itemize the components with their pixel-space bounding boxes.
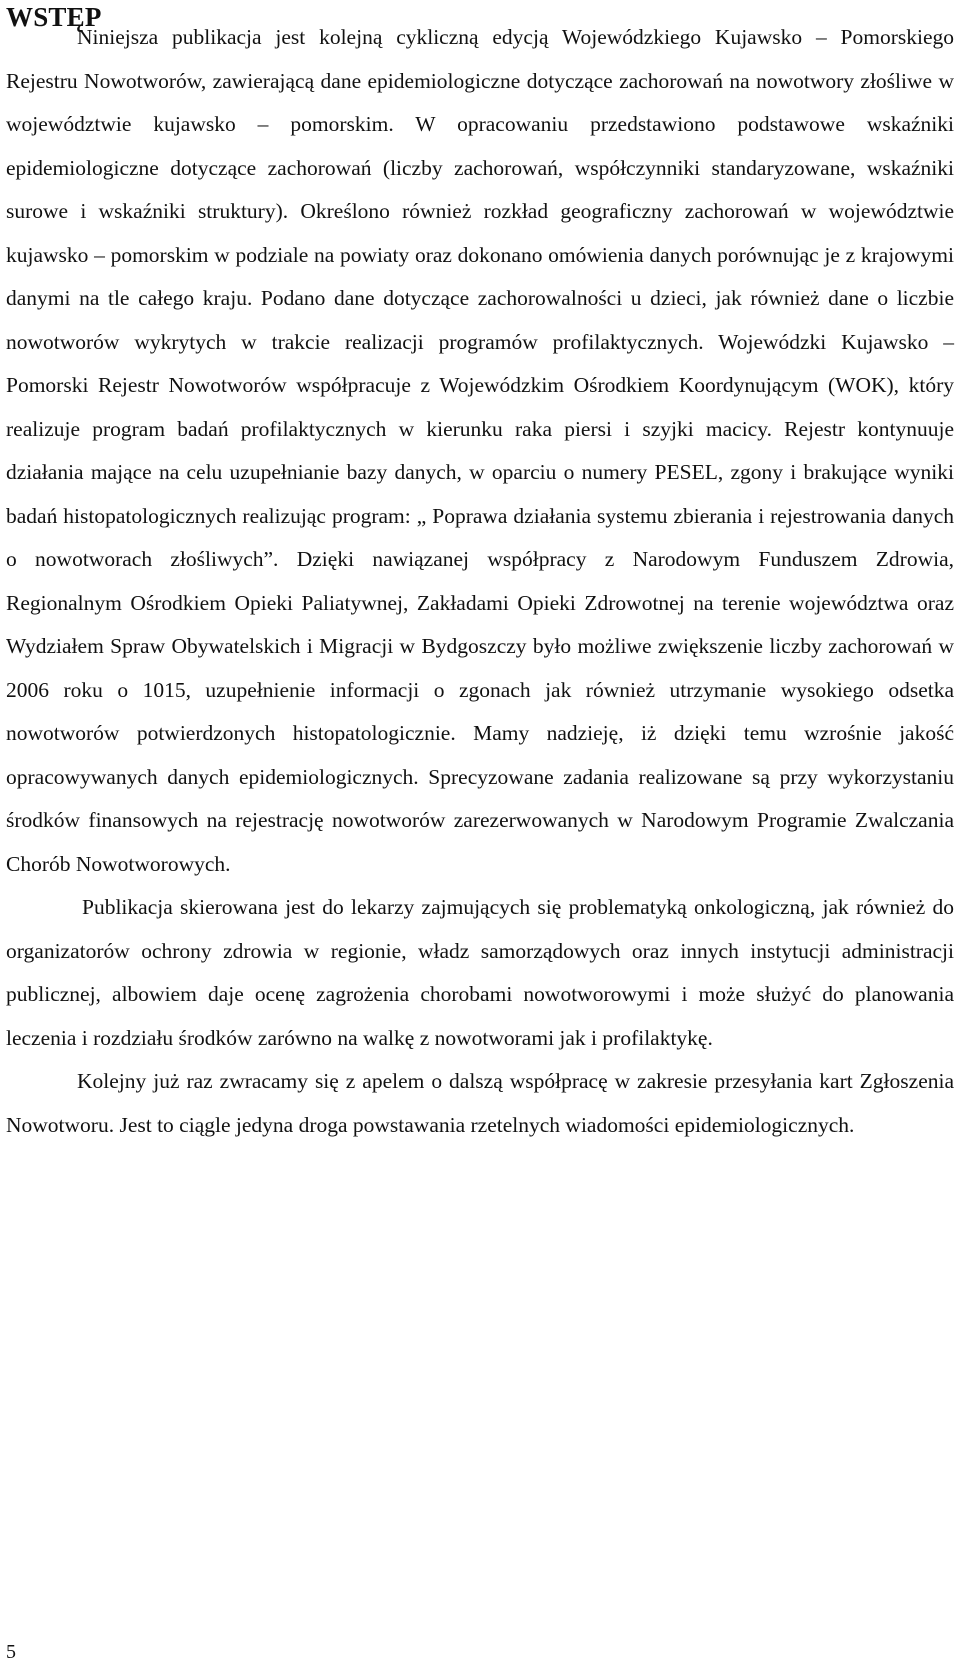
paragraph-appeal: Kolejny już raz zwracamy się z apelem o dalszą współpracę w zakresie przesyłania kart Zgłoszenia Nowotworu. Jest to ciągle jedyna droga powstawania rzetelnych wiadomości epidemiologicznych. [6,1069,954,1137]
paragraph-introduction: Niniejsza publikacja jest kolejną cykliczną edycją Wojewódzkiego Kujawsko – Pomorskiego Rejestru Nowotworów, zawierającą dane epidemiologiczne dotyczące zachorowań na nowotwory złośliwe w województwie kujawsko – pomorskim. W opracowaniu przedstawiono podstawowe wskaźniki epidemiologiczne dotyczące zachorowań (liczby zachorowań, współczynniki standaryzowane, wskaźniki surowe i wskaźniki struktury). Określono również rozkład geograficzny zachorowań w województwie kujawsko – pomorskim w podziale na powiaty oraz dokonano omówienia danych porównując je z krajowymi danymi na tle całego kraju. Podano dane dotyczące zachorowalności u dzieci, jak również dane o liczbie nowotworów wykrytych w trakcie realizacji programów profilaktycznych. Wojewódzki Kujawsko – Pomorski Rejestr Nowotworów współpracuje z Wojewódzkim Ośrodkiem Koordynującym (WOK), który realizuje program badań profilaktycznych w kierunku raka piersi i szyjki macicy. Rejestr kontynuuje działania mające na celu uzupełnianie bazy danych, w oparciu o numery PESEL, zgony i brakujące wyniki badań histopatologicznych realizując program: „ Poprawa działania systemu zbierania i rejestrowania danych o nowotworach złośliwych”. Dzięki nawiązanej współpracy z Narodowym Funduszem Zdrowia, Regionalnym Ośrodkiem Opieki Paliatywnej, Zakładami Opieki Zdrowotnej na terenie województwa oraz Wydziałem Spraw Obywatelskich i Migracji w Bydgoszczy było możliwe zwiększenie liczby zachorowań w 2006 roku o 1015, uzupełnienie informacji o zgonach jak również utrzymanie wysokiego odsetka nowotworów potwierdzonych histopatologicznie. Mamy nadzieję, iż dzięki temu wzrośnie jakość opracowywanych danych epidemiologicznych. Sprecyzowane zadania realizowane są przy wykorzystaniu środków finansowych na rejestrację nowotworów zarezerwowanych w Narodowym Programie Zwalczania Chorób Nowotworowych. [6,25,954,876]
page-number: 5 [6,1641,16,1663]
section-heading: WSTĘP [6,2,102,32]
paragraph-audience: Publikacja skierowana jest do lekarzy zajmujących się problematyką onkologiczną, jak również do organizatorów ochrony zdrowia w regionie, władz samorządowych oraz innych instytucji administracji publicznej, albowiem daje ocenę zagrożenia chorobami nowotworowymi i może służyć do planowania leczenia i rozdziału środków zarówno na walkę z nowotworami jak i profilaktykę. [6,895,954,1050]
body-text [6,16,954,1147]
